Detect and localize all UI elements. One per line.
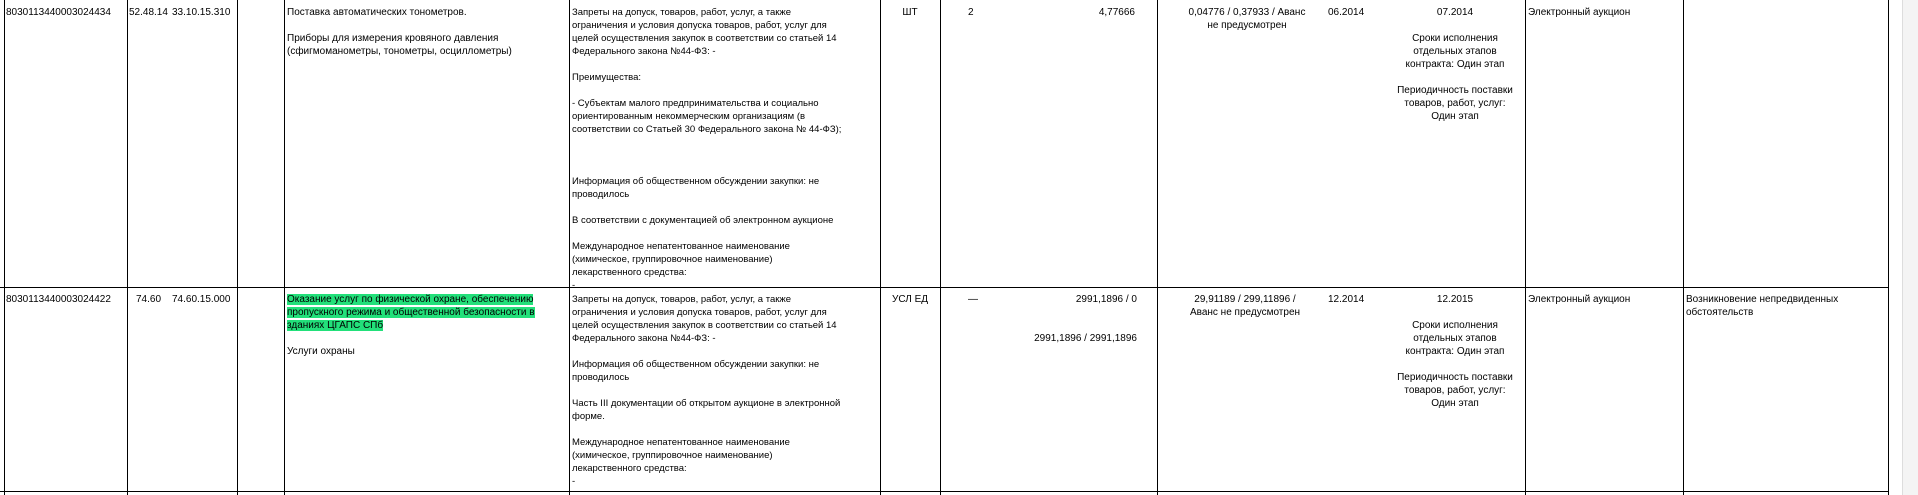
grid-line bbox=[1683, 0, 1684, 495]
guarantee-cell: 29,91189 / 299,11896 / Аванс не предусмотрен bbox=[1189, 294, 1301, 318]
conditions-cell: Запреты на допуск, товаров, работ, услуг, а также ограничения и условия допуска товаров, работ, услуг для целей осуществления закупок в соответствии со статьей 14 Федерального закона №44-ФЗ: - Преимущества: - Субъектам малого предпринимательства и социально ориентированным некоммерческим организациям (в соответствии со Статьей 30 Федерального закона № 44-ФЗ); Информация об общественном обсуждении закупки: не проводилось В соответствии с документацией об электронном аукционе Международное непатентованное наименование (химическое, группировочное наименование) лекарственного средства: - bbox=[572, 7, 842, 291]
method-cell: Электронный аукцион bbox=[1528, 294, 1631, 305]
unit-cell: ШТ bbox=[902, 7, 918, 18]
grid-line bbox=[1157, 0, 1158, 495]
highlighted-text: Оказание услуг по физической охране, обеспечению пропускного режима и общественной безопасности в зданиях ЦГАПС СПб bbox=[287, 294, 535, 331]
okpd-cell: 33.10.15.310 bbox=[172, 7, 231, 18]
grid-line bbox=[0, 491, 1889, 492]
okved-cell: 74.60 bbox=[136, 294, 162, 305]
item-name-cell: Поставка автоматических тонометров. Приборы для измерения кровяного давления (сфигмоманометры, тонометры, осциллометры) bbox=[287, 7, 512, 57]
quantity-cell: — bbox=[968, 294, 978, 305]
reg-number-cell: 8030113440003024434 bbox=[6, 7, 111, 18]
grid-line bbox=[237, 0, 238, 495]
grid-line bbox=[569, 0, 570, 495]
grid-line bbox=[940, 0, 941, 495]
price-cell: 4,77666 bbox=[1098, 7, 1135, 18]
conditions-cell: Запреты на допуск, товаров, работ, услуг, а также ограничения и условия допуска товаров, работ, услуг для целей осуществления закупок в соответствии со статьей 14 Федерального закона №44-ФЗ: - Информация об общественном обсуждении закупки: не проводилось Часть III документации об открытом аукционе в электронной форме. Международное непатентованное наименование (химическое, группировочное наименование) лекарственного средства: - bbox=[572, 294, 841, 487]
price-cell: 2991,1896 / 0 2991,1896 / 2991,1896 bbox=[1034, 294, 1137, 344]
method-cell: Электронный аукцион bbox=[1528, 7, 1631, 18]
start-date-cell: 06.2014 bbox=[1328, 7, 1365, 18]
quantity-cell: 2 bbox=[968, 7, 974, 18]
item-name-cell bbox=[287, 293, 567, 358]
start-date-cell: 12.2014 bbox=[1328, 294, 1365, 305]
reason-cell: Возникновение непредвиденных обстоятельств bbox=[1686, 294, 1839, 318]
guarantee-cell: 0,04776 / 0,37933 / Аванс не предусмотрен bbox=[1188, 7, 1306, 31]
grid-line bbox=[127, 0, 128, 495]
grid-line bbox=[0, 287, 1889, 288]
okpd-cell: 74.60.15.000 bbox=[172, 294, 231, 305]
unit-cell: УСЛ ЕД bbox=[891, 294, 929, 305]
grid-line bbox=[1525, 0, 1526, 495]
grid-line bbox=[1888, 0, 1889, 495]
okved-cell: 52.48.14 bbox=[129, 7, 168, 18]
end-date-cell: 07.2014 Сроки исполнения отдельных этапов контракта: Один этап Периодичность поставки товаров, работ, услуг: Один этап bbox=[1397, 7, 1513, 122]
grid-line bbox=[880, 0, 881, 495]
grid-line bbox=[4, 0, 5, 495]
grid-line bbox=[284, 0, 285, 495]
end-date-cell: 12.2015 Сроки исполнения отдельных этапов контракта: Один этап Периодичность поставки товаров, работ, услуг: Один этап bbox=[1397, 294, 1513, 409]
vertical-scrollbar[interactable] bbox=[1902, 0, 1918, 495]
reg-number-cell: 8030113440003024422 bbox=[6, 294, 111, 305]
item-name-rest: Услуги охраны bbox=[287, 346, 355, 357]
